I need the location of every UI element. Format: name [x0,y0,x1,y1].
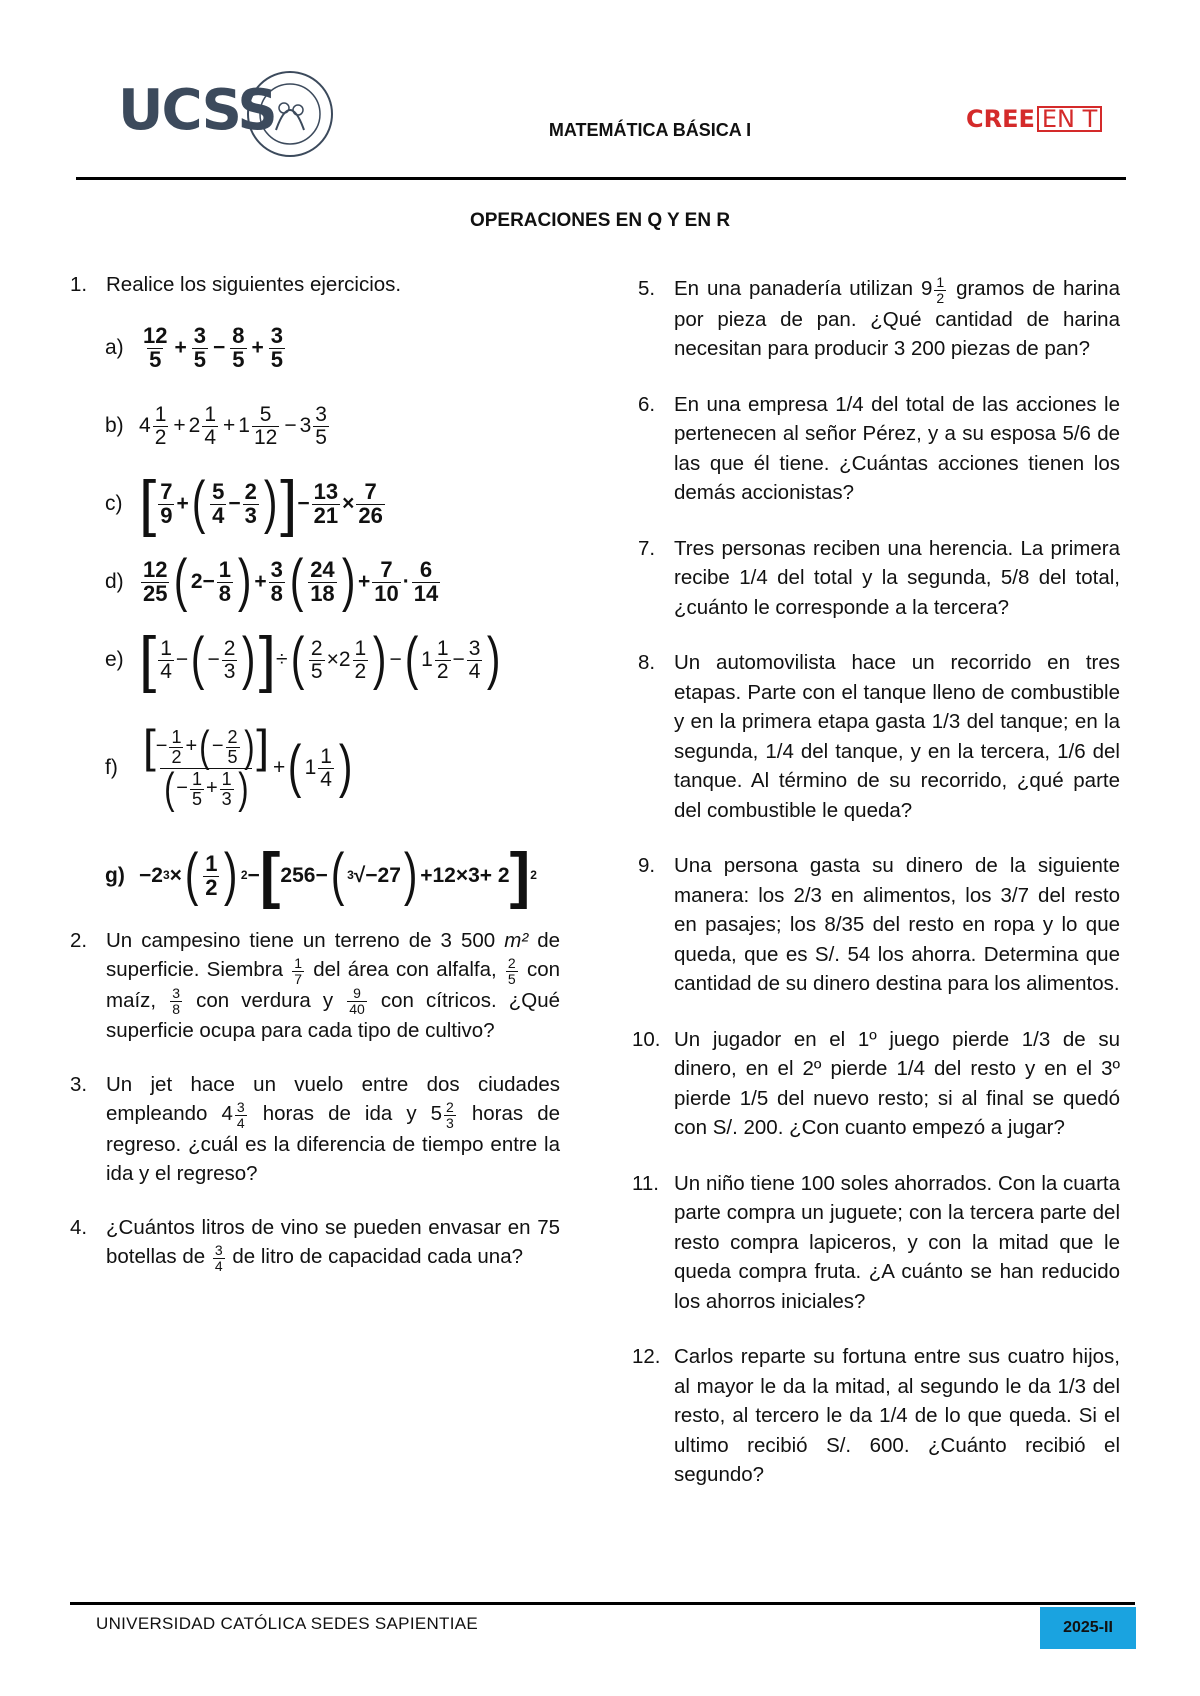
problem-text: Un jet hace un vuelo entre dos ciudades empleando [106,1072,560,1126]
problem-text: Un jugador en el 1º juego pierde 1/3 de su dinero, en el 2º pierde 1/4 del resto y en el 3º pierde 1/5 del nuevo resto; si al final se quedó con S/. 200. ¿Con cuanto empezó a jugar? [674,1027,1120,1140]
fraction: $\frac{7}{26}$ [358,478,383,528]
problem-10 [632,1025,1120,1143]
problem-text: Realice los siguientes ejercicios. [106,273,402,296]
problem-text: Carlos reparte su fortuna entre sus cuatro hijos, al mayor le da la mitad, al segundo le da 1/3 del resto, al tercero le da 1/4 de lo que queda. Si el ultimo recibió S/. 600. ¿Cuánto recibió el segundo? [674,1345,1120,1487]
problem-text: En una panadería utilizan [674,277,914,300]
exercise-list [70,318,560,910]
left-column [70,270,560,1273]
fraction: $\frac{3}{5}$ [270,322,284,372]
problem-2 [70,926,560,1046]
fraction: $\frac{3}{4}$ [236,1098,245,1131]
exercise-a: a) 12 5 + $\frac{3}{5}$ − $\frac{8}{5}$ + $\frac{3}{5}$ [105,322,284,372]
fraction: 6 14 [413,556,439,606]
fraction: [− $\frac{1}{2}$ +( − $\frac{2}{5}$ )] ( − $\frac{1}{5}$ + $\frac{1}{3}$ ) [143,720,269,814]
fraction: $\frac{3}{5}$ [315,402,327,449]
fraction: $\frac{1}{7}$ [294,954,302,987]
problem-8 [638,648,1120,825]
exercise-label: g) [105,863,125,887]
term-badge: 2025-II [1040,1607,1136,1649]
fraction: $\frac{3}{8}$ [270,556,283,606]
course-title: MATEMÁTICA BÁSICA I [548,120,752,140]
exercise-c: c) [ 7 9 + ( 5 4 − $\frac{2}{3}$ ) ] − $\frac{13}{21}$ × $\frac{7}{26}$ [105,468,383,538]
problem-text: Tres personas reciben una herencia. La primera recibe 1/4 del total y la segunda, 5/8 del total, ¿cuánto le corresponde a la tercera? [674,536,1120,619]
problem-7 [638,534,1120,623]
exercise-b: b) 4 1 2 + 2 $\frac{1}{4}$ + 1 $\frac{5}{12}$ − 3 $\frac{3}{5}$ [105,402,327,449]
problem-number: 6. [638,392,656,416]
problem-number: 8. [638,651,656,675]
problem-number: 7. [638,536,656,560]
problem-text: Una persona gasta su dinero de la siguiente manera: los 2/3 en alimentos, los 3/7 del resto en pasajes; los 8/35 del resto en ropa y lo que queda, que es S/. 54 los ahorra. Determina que cantidad de su dinero destina para los alimentos. [674,854,1120,996]
fraction: 1 2 [354,636,367,683]
header-divider [76,177,1126,180]
problem-number: 10. [632,1027,661,1051]
problem-text: Un automovilista hace un recorrido en tres etapas. Parte con el tanque lleno de combustible y en la primera etapa gasta 1/3 del tanque; en la segunda, 1/4 del tanque, y en la tercera, 1/6 del tanque. Al término de su recorrido, ¿qué parte del combustible le queda? [674,651,1120,822]
problem-text: horas de regreso. ¿cuál es la diferencia de tiempo entre la ida y el regreso? [106,1102,560,1186]
exercise-label: c) [105,491,123,515]
fraction: 1 2 [154,402,167,449]
fraction: $\frac{2}{5}$ [507,954,516,987]
cree-logo-text: CREE [966,105,1035,133]
problem-1 [70,270,560,300]
fraction: 24 18 [310,556,335,606]
fraction: $\frac{7}{10}$ [374,556,399,606]
fraction: $\frac{1}{2}$ [936,273,945,306]
exercise-e: e) [ 1 4 − ( − 2 3 ) ] ÷ ( 2 5 ×2 1 2 ) − ( 1 1 2 − 3 4 ) [105,624,501,694]
problem-11 [632,1169,1120,1317]
fraction: $\frac{2}{5}$ [227,726,238,767]
problem-4 [70,1213,560,1273]
exercise-label: e) [105,647,124,671]
problem-text: con cítricos. ¿Qué superficie ocupa para cada tipo de cultivo? [106,988,560,1043]
fraction: 12 5 [143,322,168,372]
problem-text: Un campesino tiene un terreno de 3 500 [106,928,496,952]
problem-number: 11. [632,1171,659,1195]
problem-number: 2. [70,928,88,952]
problem-number: 3. [70,1072,88,1096]
fraction: $\frac{3}{4}$ [214,1241,223,1274]
exercise-label: a) [105,335,124,359]
problem-text: de superficie. Siembra [106,928,561,981]
problem-text: ¿Cuántos litros de vino se pueden envasar en 75 botellas de [106,1215,560,1269]
fraction: $\frac{1}{5}$ [191,769,202,810]
exercise-label: b) [105,413,124,437]
fraction: 1 4 [160,636,172,683]
problem-text: gramos de harina por pieza de pan. ¿Qué cantidad de harina necesitan para producir 3 200 piezas de pan? [674,277,1120,361]
unit: m² [504,928,529,952]
fraction: 2 5 [310,636,323,683]
fraction: $\frac{1}{4}$ [204,402,217,449]
fraction: 12 25 [143,556,168,606]
university-seal-icon [246,70,334,158]
problem-5: 5. En una panadería utilizan 9 $\frac{1}{2}$ gramos de harina por pieza de pan. ¿Qué cantidad de harina necesitan para producir 3 200 piezas de pan? [638,273,1120,361]
cree-logo-en: EN T [1037,106,1102,132]
problem-text: del área con alfalfa, [313,958,497,981]
problem-text: Un niño tiene 100 soles ahorrados. Con la cuarta parte compra un juguete; con la tercera parte del resto compra lapiceros, y con la mitad que le queda compra fruta. ¿A cuánto se han reducido los ahorros iniciales? [674,1171,1120,1313]
fraction: 1 2 [436,636,449,683]
fraction: 1 2 [205,850,218,900]
fraction: 7 9 [160,478,173,528]
problem-number: 4. [70,1215,88,1239]
fraction: $\frac{3}{5}$ [193,322,206,372]
problem-text: con verdura y [196,988,334,1012]
problem-number: 9. [638,854,656,878]
problem-text: En una empresa 1/4 del total de las acciones le pertenecen al señor Pérez, y a su esposa 5/6 de las que él tiene. ¿Cuántas acciones tienen los demás accionistas? [674,392,1120,505]
fraction: $\frac{1}{2}$ [171,726,182,767]
problem-number: 1. [70,273,88,296]
fraction: $\frac{9}{40}$ [349,985,365,1018]
problem-3: 3. Un jet hace un vuelo entre dos ciudades empleando 4 $\frac{3}{4}$ horas de ida y 5 $\frac{2}{3}$ horas de regreso. ¿cuál es la diferencia de tiempo entre la ida y el regreso? [70,1070,560,1189]
exercise-d: d) 12 25 ( 2− $\frac{1}{8}$ ) + $\frac{3}{8}$ ( 24 18 ) + $\frac{7}{10}$ · 6 14 [105,548,439,614]
fraction: 3 4 [468,636,481,683]
fraction: $\frac{2}{3}$ [244,478,257,528]
fraction: $\frac{2}{3}$ [446,1098,454,1131]
right-column [632,273,1120,1490]
fraction: $\frac{5}{12}$ [253,402,278,449]
fraction: 5 4 [212,478,225,528]
problem-9 [638,851,1120,999]
fraction: $\frac{13}{21}$ [313,478,339,528]
footer-divider [70,1602,1135,1605]
problem-text: con maíz, [106,958,560,1012]
fraction: $\frac{8}{5}$ [232,322,245,372]
exercise-g: g) −2 3 × ( 1 2 ) 2 − [ 256− ( 3 √−27 ) +12×3+ 2 ] 2 [105,840,537,910]
problem-number: 5. [638,277,656,300]
cree-logo [966,105,1102,133]
problem-6 [638,390,1120,508]
footer-university: UNIVERSIDAD CATÓLICA SEDES SAPIENTIAE [96,1614,479,1633]
fraction: $\frac{1}{8}$ [218,556,232,606]
exercise-f: f) [− $\frac{1}{2}$ +( − $\frac{2}{5}$ )] ( − $\frac{1}{5}$ + $\frac{1}{3}$ ) + ( 1 1 4 ) [105,720,353,814]
ucss-logo: UCSS [118,78,276,143]
problem-12 [632,1342,1120,1490]
problem-number: 12. [632,1345,661,1369]
exercise-label: d) [105,569,124,593]
document-title: OPERACIONES EN Q Y EN R [469,210,731,231]
fraction: 2 3 [223,636,236,683]
problem-text: de litro de capacidad cada una? [232,1245,524,1269]
fraction: $\frac{3}{8}$ [172,985,181,1018]
problem-text: horas de ida y [262,1102,417,1126]
fraction: $\frac{1}{3}$ [221,769,232,810]
exercise-label: f) [105,755,118,779]
fraction: 1 4 [320,744,332,791]
